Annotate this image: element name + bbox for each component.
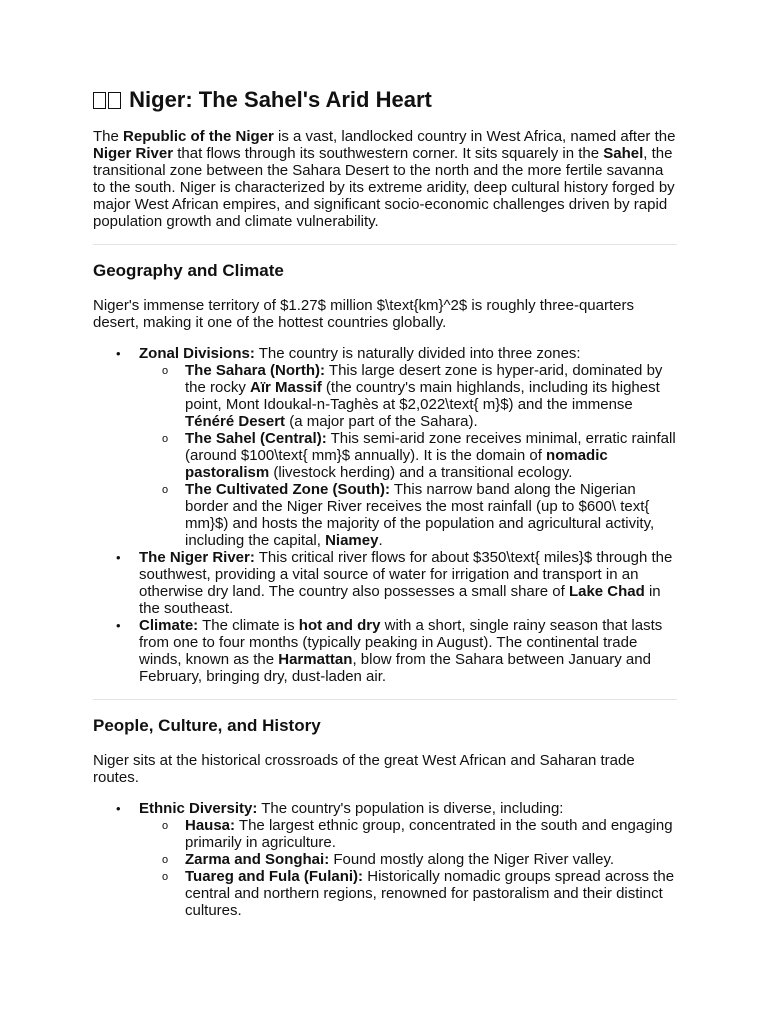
flag-icon	[108, 92, 121, 109]
zonal-sublist	[139, 362, 677, 549]
section-divider	[93, 699, 677, 700]
list-item-zonal-divisions: • Zonal Divisions: The country is naturally divided into three zones: o The Sahara (North): This large desert zone is hyper-arid, dominated by the rocky Aïr Massif (the country's main highlands, including its highest point, Mont Idoukal-n-Taghès at $2,022\text{ m}$) and the immense Ténéré Desert (a major part of the Sahara). o The Sahel (Central): This semi-arid zone receives minimal, erratic rainfall (around $100\text{ mm}$ annually). It is the domain of nomadic pastoralism (livestock herding) and a transitional ecology. o The Cultivated Zone (South): This narrow band along the Nigerian border and the Niger River receives the most rainfall (up to $600\ text{ mm}$) and hosts the majority of the population and agricultural activity, including the capital, Niamey.	[139, 345, 677, 549]
section-heading-people: People, Culture, and History	[93, 716, 321, 735]
list-item-ethnic-diversity: • Ethnic Diversity: The country's population is diverse, including: o Hausa: The largest ethnic group, concentrated in the south and engaging primarily in agriculture. o Zarma and Songhai: Found mostly along the Niger River valley. o Tuareg and Fula (Fulani): Historically nomadic groups spread across the central and northern regions, renowned for pastoralism and their distinct cultures.	[139, 800, 677, 919]
list-item-tuareg-fula: o Tuareg and Fula (Fulani): Historically nomadic groups spread across the central and northern regions, renowned for pastoralism and their distinct cultures.	[185, 868, 677, 919]
list-item-cultivated: o The Cultivated Zone (South): This narrow band along the Nigerian border and the Niger River receives the most rainfall (up to $600\ text{ mm}$) and hosts the majority of the population and agricultural activity, including the capital, Niamey.	[185, 481, 677, 549]
list-item-sahara: o The Sahara (North): This large desert zone is hyper-arid, dominated by the rocky Aïr Massif (the country's main highlands, including its highest point, Mont Idoukal-n-Taghès at $2,022\text{ m}$) and the immense Ténéré Desert (a major part of the Sahara).	[185, 362, 677, 430]
geography-list	[93, 345, 677, 685]
people-intro: Niger sits at the historical crossroads of the great West African and Saharan trade routes.	[93, 752, 635, 786]
section-heading-geography: Geography and Climate	[93, 261, 284, 280]
flag-icon	[93, 92, 106, 109]
page-title-text: Niger: The Sahel's Arid Heart	[129, 87, 432, 112]
intro-paragraph: The Republic of the Niger is a vast, landlocked country in West Africa, named after the Niger River that flows through its southwestern corner. It sits squarely in the Sahel, the transitional zone between the Sahara Desert to the north and the more fertile savanna to the south. Niger is characterized by its extreme aridity, deep cultural history forged by major West African empires, and significant socio-economic challenges driven by rapid population growth and climate vulnerability.	[93, 128, 676, 230]
ethnic-sublist	[139, 817, 677, 919]
people-list	[93, 800, 677, 919]
geography-intro: Niger's immense territory of $1.27$ million $\text{km}^2$ is roughly three-quarters desert, making it one of the hottest countries globally.	[93, 297, 634, 331]
list-item-niger-river: • The Niger River: This critical river flows for about $350\text{ miles}$ through the southwest, providing a vital source of water for irrigation and transport in an otherwise dry land. The country also possesses a small share of Lake Chad in the southeast.	[139, 549, 677, 617]
list-item-hausa: o Hausa: The largest ethnic group, concentrated in the south and engaging primarily in agriculture.	[185, 817, 677, 851]
document-content	[93, 86, 677, 933]
section-divider	[93, 244, 677, 245]
page-title	[93, 86, 677, 114]
list-item-climate: • Climate: The climate is hot and dry with a short, single rainy season that lasts from one to four months (typically peaking in August). The continental trade winds, known as the Harmattan, blow from the Sahara between January and February, bringing dry, dust-laden air.	[139, 617, 677, 685]
list-item-zarma-songhai: o Zarma and Songhai: Found mostly along the Niger River valley.	[185, 851, 677, 868]
list-item-sahel: o The Sahel (Central): This semi-arid zone receives minimal, erratic rainfall (around $100\text{ mm}$ annually). It is the domain of nomadic pastoralism (livestock herding) and a transitional ecology.	[185, 430, 677, 481]
